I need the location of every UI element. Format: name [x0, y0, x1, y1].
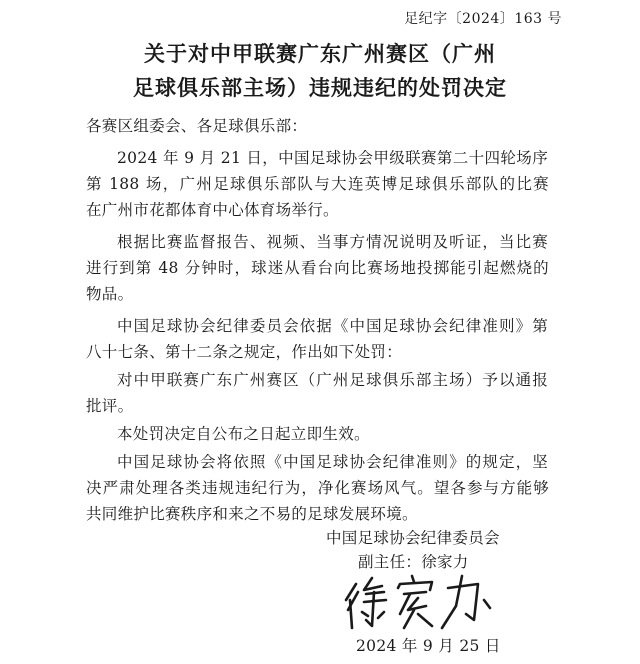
- document-title-line-1: 关于对中甲联赛广东广州赛区（广州: [144, 42, 496, 66]
- paragraph-line: 进行到第 48 分钟时，球迷从看台向比赛场地投掷能引起燃烧的: [86, 259, 549, 277]
- paragraph-line: 对中甲联赛广东广州赛区（广州足球俱乐部主场）予以通报: [117, 371, 548, 389]
- paragraph-line: 决严肃处理各类违规违纪行为，净化赛场风气。望各参与方能够: [86, 479, 549, 497]
- paragraph-line: 本处罚决定自公布之日起立即生效。: [117, 425, 370, 443]
- paragraph-line: 2024 年 9 月 21 日，中国足球协会甲级联赛第二十四轮场序: [117, 149, 548, 167]
- signing-organization: 中国足球协会纪律委员会: [326, 529, 500, 547]
- paragraph-line: 根据比赛监督报告、视频、当事方情况说明及听证，当比赛: [117, 233, 548, 251]
- paragraph-line: 中国足球协会将依照《中国足球协会纪律准则》的规定，坚: [117, 453, 548, 471]
- paragraph-line: 中国足球协会纪律委员会依据《中国足球协会纪律准则》第: [117, 317, 548, 335]
- document-date: 2024 年 9 月 25 日: [356, 637, 501, 655]
- paragraph-line: 第 188 场，广州足球俱乐部队与大连英博足球俱乐部队的比赛: [86, 175, 549, 193]
- document-title-line-2: 足球俱乐部主场）违规违纪的处罚决定: [133, 76, 507, 100]
- paragraph-line: 在广州市花都体育中心体育场举行。: [86, 201, 339, 219]
- paragraph-line: 八十七条、第十二条之规定，作出如下处罚：: [86, 343, 403, 361]
- paragraph-line: 共同维护比赛秩序和来之不易的足球发展环境。: [86, 505, 418, 523]
- paragraph-line: 批评。: [86, 397, 134, 415]
- paragraph-line: 物品。: [86, 285, 134, 303]
- handwritten-signature: [338, 570, 498, 632]
- document-number: 足纪字〔2024〕163 号: [404, 11, 562, 27]
- signatory-role: 副主任：徐家力: [358, 553, 469, 571]
- salutation: 各赛区组委会、各足球俱乐部：: [86, 117, 308, 135]
